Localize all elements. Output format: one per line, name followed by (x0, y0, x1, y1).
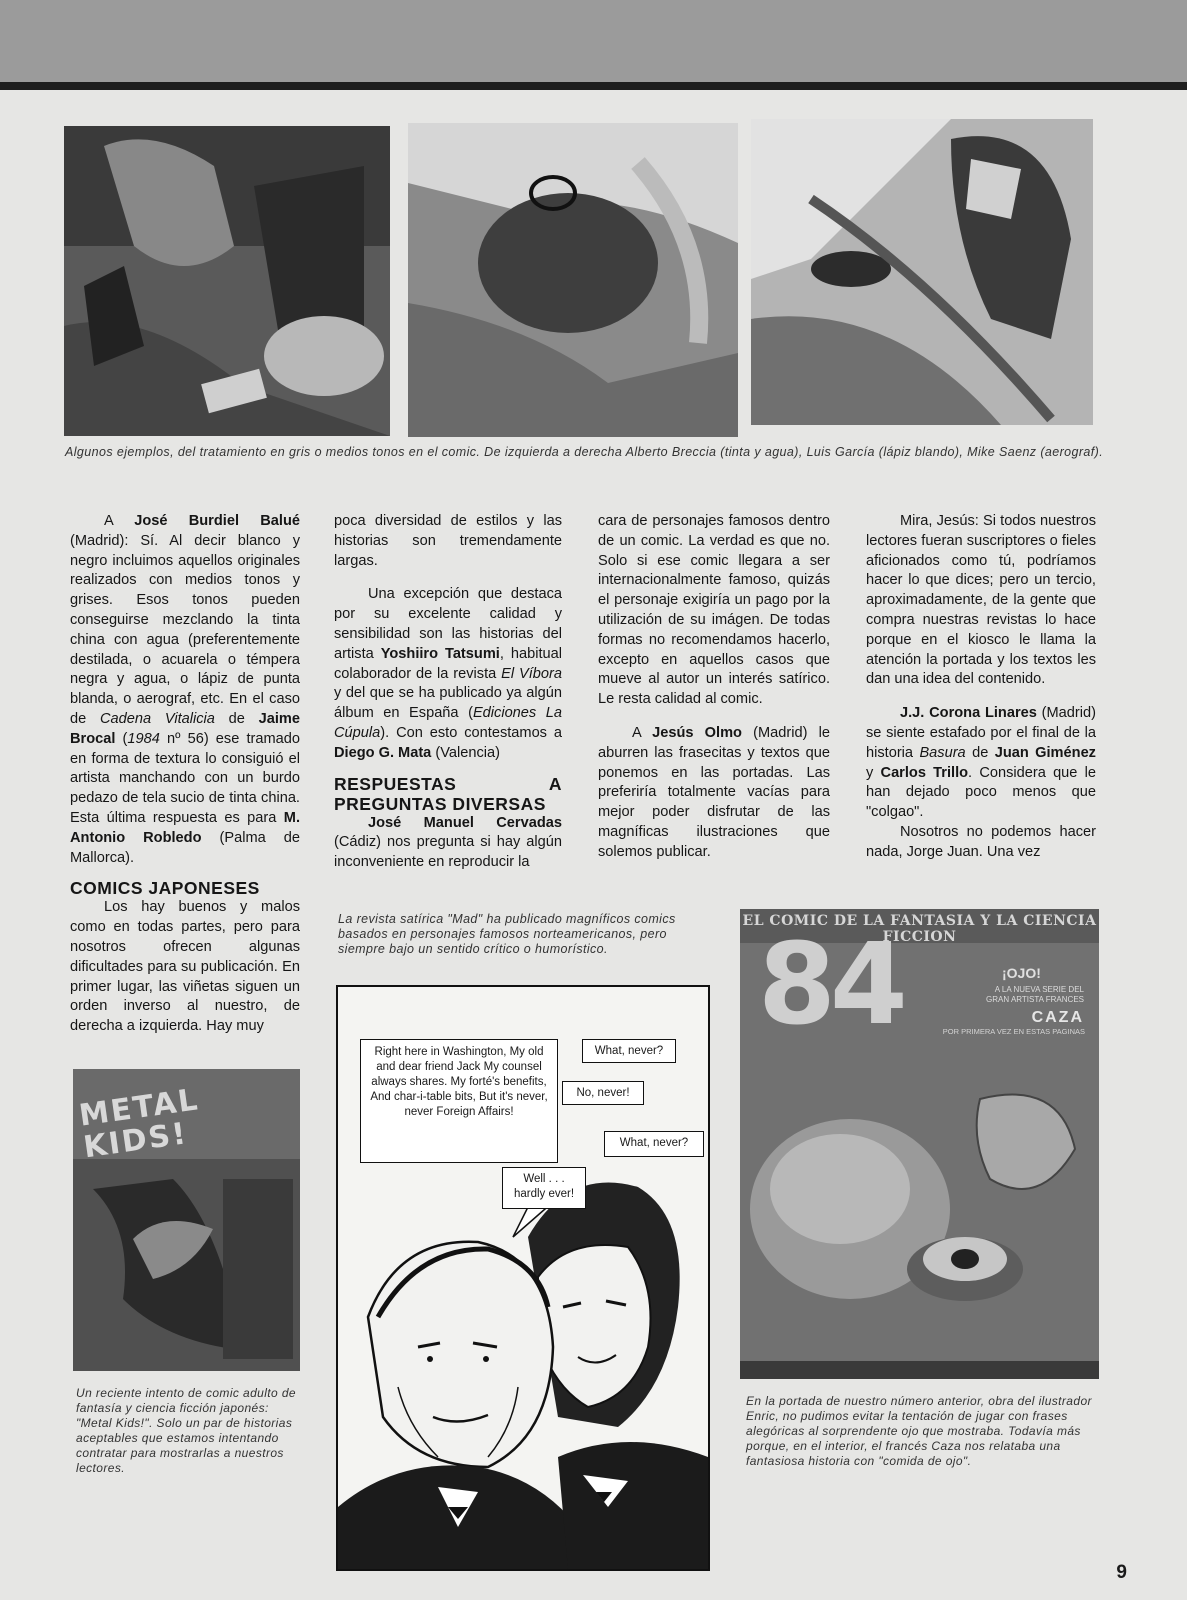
author-name: Jaime Brocal (70, 710, 300, 747)
paragraph: Mira, Jesús: Si todos nuestros lectores fueran suscriptores o fieles aficionados como tú, podríamos hacer lo que dices; pero un tercio, aproximadamente, de la gente que compra nuestras revistas lo hace porque en el kiosco le llama la atención la portada y los textos les dan una idea del contenido. (866, 513, 1096, 688)
metal-kids-title: METAL KIDS! (76, 1082, 202, 1166)
text: (Madrid): Sí. Al decir blanco y negro incluimos aquellos originales realizados con medios tonos y grises. Esos tonos pueden conseguirse mezclando la tinta china con agua (preferentemente destilada, o acuarela o témpera negra y agua, o lápiz de punta blanda, o aerograf, etc. En el caso de (70, 532, 300, 727)
text: nº 56) ese tramado en forma de textura lo consiguió el artista manchando con un burdo pedazo de tela sucio de tinta china. Esta última respuesta es para (70, 730, 301, 826)
text: A (632, 724, 653, 741)
column-3 (598, 512, 830, 863)
magazine-title: 1984 (127, 730, 160, 747)
reader-name: J.J. Corona Linares (900, 705, 1037, 722)
cover-banner: EL COMIC DE LA FANTASIA Y LA CIENCIA FICCION (742, 913, 1097, 945)
paragraph: Nosotros no podemos hacer nada, Jorge Juan. Una vez (866, 823, 1096, 860)
text: A (104, 513, 135, 529)
reader-name: José Manuel Cervadas (368, 814, 562, 831)
metal-kids-cover (73, 1069, 300, 1371)
text: (Madrid) le aburren las frasecitas y textos que ponemos en las portadas. Las preferiría totalmente vacías para mejor poder disfrutar de las magníficas ilustraciones que solemos publicar. (598, 724, 831, 860)
work-title: Cadena Vitalicia (99, 710, 215, 727)
cover-exclaim: ¡OJO! (1002, 965, 1041, 981)
section-heading: COMICS JAPONESES (70, 878, 260, 899)
text: (Valencia) (431, 744, 500, 761)
column-4 (866, 512, 1096, 863)
cover-number: 84 (758, 920, 902, 1050)
reader-name: Jesús Olmo (652, 724, 742, 741)
caption-1984: En la portada de nuestro número anterior, obra del ilustrador Enric, no pudimos evitar la tentación de jugar con frases alegóricas al sorprendente ojo que mostraba. Todavía más porque, en el interior, el francés Caza nos relataba una fantasiosa historia con "comida de ojo". (746, 1394, 1092, 1468)
text: de (965, 744, 995, 761)
caption-top: Algunos ejemplos, del tratamiento en gris o medios tonos en el comic. De izquierda a derecha Alberto Breccia (tinta y agua), Luis García (lápiz blando), Mike Saenz (aerograf). (65, 445, 1104, 459)
text: de (214, 710, 259, 727)
photo-saenz (751, 119, 1093, 425)
section-heading: RESPUESTAS A PREGUNTAS DIVERSAS (334, 773, 562, 814)
speech-bubble-what-never-1: What, never? (582, 1039, 676, 1063)
speech-bubble-hardly-ever: Well . . . hardly ever! (502, 1167, 586, 1209)
paragraph: Los hay buenos y malos como en todas partes, pero para nosotros ofrecen algunas dificultades para su publicación. En primer lugar, las viñetas siguen un orden inverso al nuestro, de derecha a izquierda. Hay muy (70, 899, 300, 1035)
text: ). Con esto contestamos a (380, 724, 562, 741)
top-rule (0, 82, 1187, 90)
photo-breccia (64, 126, 390, 436)
text: (Madrid) se siente estafado por el final de la historia (866, 705, 1096, 761)
photo-garcia (408, 123, 738, 437)
speech-bubble-song: Right here in Washington, My old and dear friend Jack My counsel always shares. My forté's benefits, And char-i-table bits, But it's never, never Foreign Affairs! (360, 1039, 558, 1163)
publisher-name: Ediciones La Cúpula (334, 705, 562, 741)
mad-comic-panel (336, 985, 710, 1571)
paragraph: cara de personajes famosos dentro de un comic. La verdad es que no. Solo si ese comic llegara a ser internacionalmente famoso, quizás el personaje exigiría un pago por la utilización de su imágen. De todas formas no recomendamos hacerlo, excepto en aquellos casos que mueve al autor un interés satírico. Le resta calidad al comic. (598, 513, 830, 708)
reader-name: Diego G. Mata (334, 744, 432, 761)
text: , habitual colaborador de la revista (334, 645, 563, 682)
speech-bubble-what-never-2: What, never? (604, 1131, 704, 1157)
text: Una excepción que destaca por su excelente calidad y sensibilidad son las historias del artista (334, 586, 562, 662)
text: y (866, 764, 881, 781)
cover-blurb: A LA NUEVA SERIE DEL GRAN ARTISTA FRANCES (986, 985, 1084, 1004)
text: (Palma de Mallorca). (70, 829, 300, 866)
text: . Considera que le han dejado poco menos que "colgao". (866, 764, 1096, 821)
cover-blurb-2: POR PRIMERA VEZ EN ESTAS PAGINAS (942, 1027, 1085, 1036)
reader-name: José Burdiel Balué (134, 513, 301, 529)
text: (Cádiz) nos pregunta si hay algún inconveniente en reproducir la (334, 834, 562, 871)
column-1 (70, 512, 300, 1037)
caption-metal-kids: Un reciente intento de comic adulto de fantasía y ciencia ficción japonés: "Metal Kids!". Solo un par de historias aceptables que estamos intentando contratar para mostrarlas a nuestros lectores. (76, 1386, 296, 1475)
cover-artist: CAZA (1031, 1009, 1084, 1026)
top-gray-band (0, 0, 1187, 82)
reader-name: M. Antonio Robledo (70, 809, 300, 846)
author-name: Juan Giménez (994, 744, 1096, 761)
artist-name: Yoshiiro Tatsumi (380, 645, 500, 662)
author-name: Carlos Trillo (880, 764, 969, 781)
column-2 (334, 512, 562, 873)
paragraph: poca diversidad de estilos y las historias son tremendamente largas. (334, 513, 562, 569)
text: ( (115, 730, 128, 747)
page-number: 9 (1116, 1562, 1127, 1583)
caption-mad: La revista satírica "Mad" ha publicado magníficos comics basados en personajes famosos norteamericanos, pero siempre bajo un sentido crítico o humorístico. (338, 912, 676, 956)
cover-1984 (740, 909, 1099, 1379)
text: y del que se ha publicado ya algún álbum en España ( (334, 685, 562, 722)
speech-bubble-no-never: No, never! (562, 1081, 644, 1105)
story-title: Basura (919, 744, 966, 761)
magazine-title: El Víbora (501, 665, 563, 682)
